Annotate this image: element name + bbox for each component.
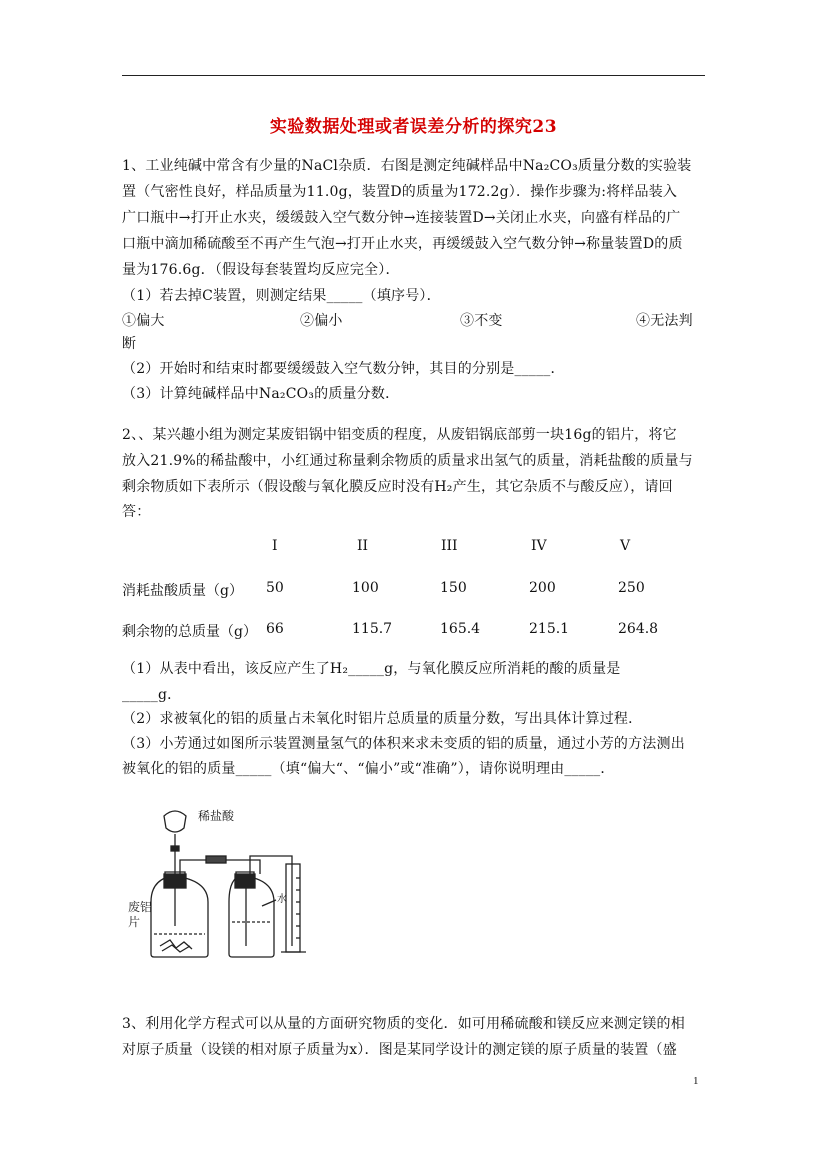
table-row-label: 消耗盐酸质量（g） <box>122 583 243 599</box>
table-cell: 150 <box>440 580 467 596</box>
option-4: ④无法判 <box>636 313 693 329</box>
q3-line-1: 3、利用化学方程式可以从量的方面研究物质的变化．如可用稀硫酸和镁反应来测定镁的相 <box>122 1016 685 1032</box>
q2-sub1: （1）从表中看出，该反应产生了H₂_____g，与氧化膜反应所消耗的酸的质量是 <box>122 661 621 677</box>
q2-sub3-wrap: 被氧化的铝的质量_____（填“偏大“、“偏小”或“准确”），请你说明理由_____． <box>122 761 615 777</box>
document-title: 实验数据处理或者误差分析的探究23 <box>269 117 558 137</box>
q2-sub2: （2）求被氧化的铝的质量占未氧化时铝片总质量的质量分数，写出具体计算过程． <box>122 711 643 727</box>
table-cell: 264.8 <box>618 621 659 637</box>
q1-sub2: （2）开始时和结束时都要缓缓鼓入空气数分钟，其目的分别是_____． <box>122 361 565 377</box>
option-3: ③不变 <box>460 313 503 329</box>
q2-line-3: 剩余物质如下表所示（假设酸与氧化膜反应时没有H₂产生，其它杂质不与酸反应），请回 <box>122 479 673 495</box>
q1-line-1: 1、工业纯碱中常含有少量的NaCl杂质．右图是测定纯碱样品中Na₂CO₃质量分数的实验装 <box>122 158 692 174</box>
q1-line-5: 量为176.6g．（假设每套装置均反应完全）． <box>122 262 400 278</box>
table-cell: 100 <box>352 580 379 596</box>
q2-line-2: 放入21.9%的稀盐酸中，小红通过称量剩余物质的质量求出氢气的质量，消耗盐酸的质量与 <box>122 453 693 469</box>
q1-line-4: 口瓶中滴加稀硫酸至不再产生气泡→打开止水夹，再缓缓鼓入空气数分钟→称量装置D的质 <box>122 236 683 252</box>
option-1: ①偏大 <box>122 313 165 329</box>
funnel-icon <box>164 811 186 832</box>
q2-sub3: （3）小芳通过如图所示装置测量氢气的体积来求未变质的铝的质量，通过小芳的方法测出 <box>122 736 685 752</box>
table-cell: 115.7 <box>352 621 393 637</box>
label-acid: 稀盐酸 <box>198 809 235 823</box>
header-rule <box>122 75 705 76</box>
q1-sub3: （3）计算纯碱样品中Na₂CO₃的质量分数． <box>122 386 400 402</box>
q2-line-1: 2、、某兴趣小组为测定某废铝锅中铝变质的程度，从废铝锅底部剪一块16g的铝片，将它 <box>122 427 677 443</box>
table-cell: 66 <box>266 621 284 637</box>
q1-line-2: 置（气密性良好，样品质量为11.0g，装置D的质量为172.2g）．操作步骤为:将样品装入 <box>122 184 678 200</box>
q1-line-3: 广口瓶中→打开止水夹，缓缓鼓入空气数分钟→连接装置D→关闭止水夹，向盛有样品的广 <box>122 210 681 226</box>
table-cell: 165.4 <box>440 621 481 637</box>
q2-sub1-wrap: _____g． <box>122 687 182 703</box>
option-2: ②偏小 <box>300 313 343 329</box>
measuring-cylinder <box>286 864 300 952</box>
table-cell: 200 <box>529 580 556 596</box>
q2-line-4: 答： <box>122 504 151 520</box>
label-aluminium-2: 片 <box>128 915 141 929</box>
table-cell: 215.1 <box>529 621 570 637</box>
table-header-5: V <box>620 538 631 554</box>
option-4-wrap: 断 <box>122 336 137 352</box>
table-header-2: II <box>357 538 369 554</box>
page-number: 1 <box>693 1075 699 1087</box>
table-header-1: I <box>272 538 278 554</box>
table-cell: 50 <box>266 580 284 596</box>
apparatus-figure <box>128 806 320 958</box>
table-cell: 250 <box>618 580 645 596</box>
q1-sub1: （1）若去掉C装置，则测定结果_____（填序号）． <box>122 288 441 304</box>
table-header-4: IV <box>531 538 547 554</box>
table-row-label: 剩余物的总质量（g） <box>122 624 257 640</box>
label-water: 水 <box>277 894 287 905</box>
q3-line-2: 对原子质量（设镁的相对原子质量为x）．图是某同学设计的测定镁的原子质量的装置（盛 <box>122 1042 677 1058</box>
label-aluminium-1: 废铝 <box>128 900 153 914</box>
table-header-3: III <box>441 538 458 554</box>
